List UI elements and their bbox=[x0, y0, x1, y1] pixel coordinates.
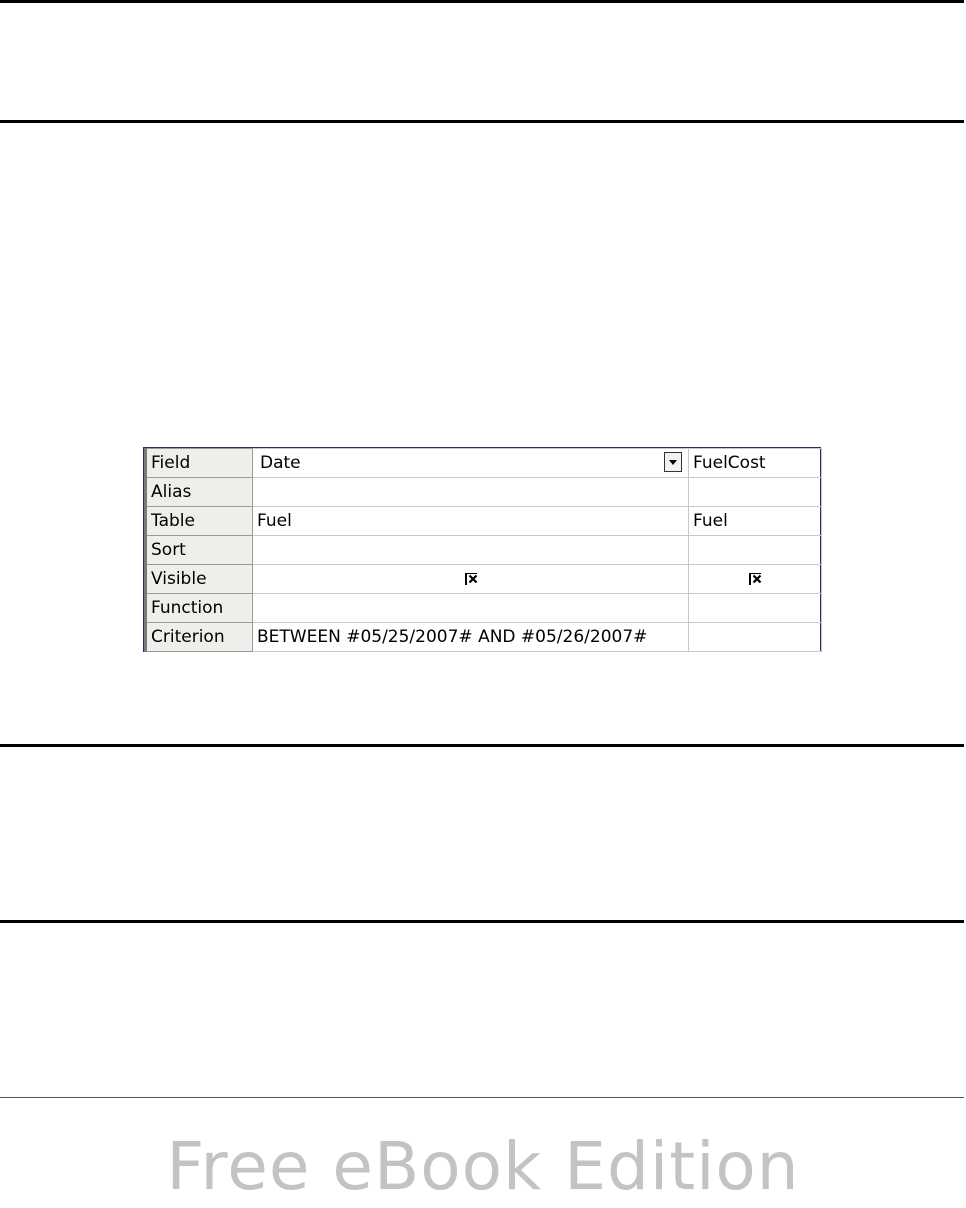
query-design-grid bbox=[143, 447, 821, 652]
field-dropdown-button[interactable] bbox=[664, 452, 682, 472]
table-cell[interactable]: Fuel bbox=[253, 507, 689, 536]
field-cell-fuelcost[interactable]: FuelCost bbox=[689, 449, 822, 478]
function-row bbox=[146, 594, 822, 623]
visible-cell bbox=[689, 565, 822, 594]
alias-cell[interactable] bbox=[689, 478, 822, 507]
row-label-alias: Alias bbox=[146, 478, 253, 507]
field-cell-date[interactable] bbox=[253, 449, 689, 478]
visible-cell bbox=[253, 565, 689, 594]
watermark-text: Free eBook Edition bbox=[166, 1128, 800, 1205]
section-rule bbox=[0, 120, 964, 123]
checked-checkbox-icon[interactable] bbox=[749, 573, 761, 585]
criterion-cell[interactable]: BETWEEN #05/25/2007# AND #05/26/2007# bbox=[253, 623, 689, 652]
checked-checkbox-icon[interactable] bbox=[465, 573, 477, 585]
query-design-table bbox=[144, 448, 822, 652]
function-cell[interactable] bbox=[253, 594, 689, 623]
section-rule bbox=[0, 744, 964, 747]
table-row bbox=[146, 507, 822, 536]
sort-cell[interactable] bbox=[689, 536, 822, 565]
row-label-table: Table bbox=[146, 507, 253, 536]
sort-row bbox=[146, 536, 822, 565]
criterion-cell[interactable] bbox=[689, 623, 822, 652]
row-label-field: Field bbox=[146, 449, 253, 478]
criterion-row bbox=[146, 623, 822, 652]
table-cell[interactable]: Fuel bbox=[689, 507, 822, 536]
alias-cell[interactable] bbox=[253, 478, 689, 507]
section-rule bbox=[0, 920, 964, 923]
footer-rule bbox=[0, 1097, 964, 1098]
row-label-sort: Sort bbox=[146, 536, 253, 565]
alias-row bbox=[146, 478, 822, 507]
chevron-down-icon bbox=[669, 460, 677, 465]
field-row bbox=[146, 449, 822, 478]
row-label-function: Function bbox=[146, 594, 253, 623]
row-label-criterion: Criterion bbox=[146, 623, 253, 652]
row-label-visible: Visible bbox=[146, 565, 253, 594]
field-value: Date bbox=[260, 453, 301, 473]
sort-cell[interactable] bbox=[253, 536, 689, 565]
visible-row bbox=[146, 565, 822, 594]
function-cell[interactable] bbox=[689, 594, 822, 623]
top-rule bbox=[0, 0, 964, 3]
